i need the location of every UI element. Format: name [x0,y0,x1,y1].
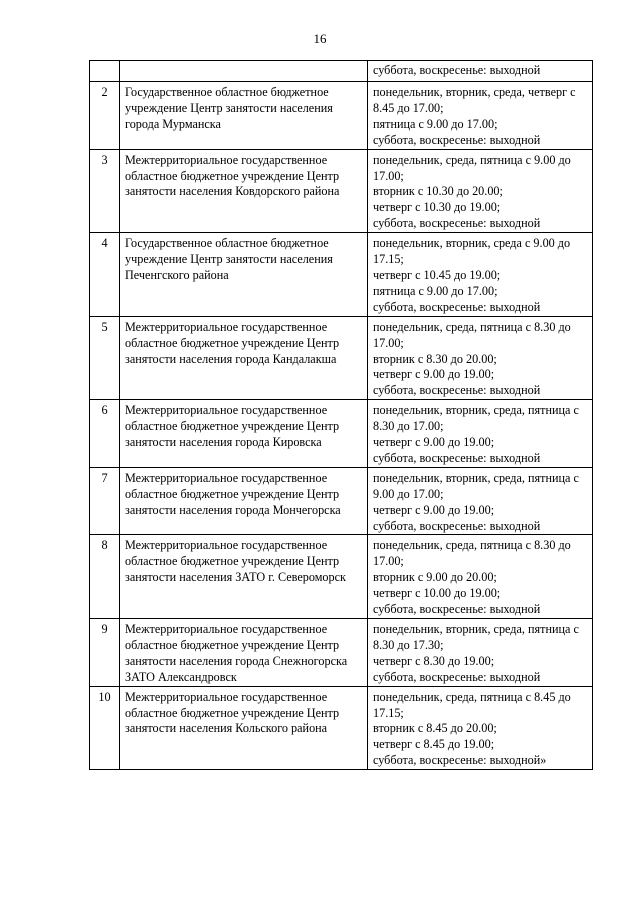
schedule-table-body [90,61,593,770]
row-number: 4 [90,233,120,317]
working-hours-line: вторник с 8.30 до 20.00; [373,351,497,366]
row-number: 3 [90,149,120,233]
page-number: 16 [313,31,327,46]
organization-name: Межтерриториальное государственное областное бюджетное учреждение Центр занятости населения города Кировска [120,400,368,468]
organization-name: Государственное областное бюджетное учреждение Центр занятости населения Печенгского района [120,233,368,317]
working-hours-line: четверг с 10.45 до 19.00; [373,267,501,282]
table-row [90,82,593,150]
row-number: 8 [90,535,120,619]
table-row [90,316,593,400]
row-number: 10 [90,686,120,770]
working-hours [368,619,593,687]
working-hours [368,149,593,233]
row-number: 5 [90,316,120,400]
working-hours-line: понедельник, среда, пятница с 8.30 до 17.00; [373,319,571,350]
working-hours-line: понедельник, среда, пятница с 8.30 до 17.00; [373,538,571,569]
row-number: 2 [90,82,120,150]
row-number: 9 [90,619,120,687]
organization-name: Государственное областное бюджетное учреждение Центр занятости населения города Мурманска [120,82,368,150]
working-hours-line: суббота, воскресенье: выходной [373,669,541,684]
working-hours-line: четверг с 9.00 до 19.00; [373,502,495,517]
working-hours-line: четверг с 9.00 до 19.00; [373,435,495,450]
row-number [90,61,120,82]
working-hours-line: вторник с 10.30 до 20.00; [373,184,503,199]
working-hours-line: суббота, воскресенье: выходной [373,518,541,533]
working-hours-line: четверг с 10.00 до 19.00; [373,586,501,601]
working-hours-line: суббота, воскресенье: выходной [373,63,541,77]
working-hours [368,467,593,535]
table-row [90,233,593,317]
organization-name: Межтерриториальное государственное областное бюджетное учреждение Центр занятости населения ЗАТО г. Североморск [120,535,368,619]
working-hours-line: понедельник, среда, пятница с 9.00 до 17.00; [373,152,571,183]
table-row [90,467,593,535]
organization-name [120,61,368,82]
row-number: 6 [90,400,120,468]
working-hours-line: четверг с 10.30 до 19.00; [373,200,501,215]
working-hours [368,686,593,770]
working-hours-line: суббота, воскресенье: выходной» [373,753,547,768]
organization-name: Межтерриториальное государственное областное бюджетное учреждение Центр занятости населения города Снежногорска ЗАТО Александровск [120,619,368,687]
row-number: 7 [90,467,120,535]
working-hours-line: четверг с 9.00 до 19.00; [373,367,495,382]
working-hours-line: пятница с 9.00 до 17.00; [373,116,498,131]
working-hours [368,535,593,619]
working-hours [368,82,593,150]
organization-name: Межтерриториальное государственное областное бюджетное учреждение Центр занятости населения города Мончегорска [120,467,368,535]
schedule-table [89,60,593,770]
working-hours-line: понедельник, вторник, среда, пятница с 8.30 до 17.00; [373,403,579,434]
table-row [90,686,593,770]
working-hours [368,400,593,468]
working-hours-line: суббота, воскресенье: выходной [373,216,541,231]
working-hours-line: четверг с 8.45 до 19.00; [373,737,495,752]
working-hours [368,61,593,82]
working-hours-line: понедельник, среда, пятница с 8.45 до 17.15; [373,689,571,720]
working-hours-line: понедельник, вторник, среда, четверг с 8.45 до 17.00; [373,85,576,115]
working-hours-line: пятница с 9.00 до 17.00; [373,283,498,298]
working-hours [368,316,593,400]
table-row [90,619,593,687]
working-hours-line: понедельник, вторник, среда, пятница с 9.00 до 17.00; [373,470,579,501]
working-hours-line: понедельник, вторник, среда с 9.00 до 17.15; [373,236,571,267]
working-hours-line: суббота, воскресенье: выходной [373,602,541,617]
working-hours-line: понедельник, вторник, среда, пятница с 8.30 до 17.30; [373,622,579,652]
table-row [90,400,593,468]
working-hours-line: вторник с 8.45 до 20.00; [373,721,497,736]
organization-name: Межтерриториальное государственное областное бюджетное учреждение Центр занятости населения Кольского района [120,686,368,770]
working-hours-line: четверг с 8.30 до 19.00; [373,653,495,668]
organization-name: Межтерриториальное государственное областное бюджетное учреждение Центр занятости населения города Кандалакша [120,316,368,400]
table-row [90,61,593,82]
working-hours-line: суббота, воскресенье: выходной [373,299,541,314]
working-hours-line: вторник с 9.00 до 20.00; [373,570,497,585]
working-hours-line: суббота, воскресенье: выходной [373,450,541,465]
table-row [90,149,593,233]
table-row [90,535,593,619]
working-hours [368,233,593,317]
working-hours-line: суббота, воскресенье: выходной [373,383,541,398]
working-hours-line: суббота, воскресенье: выходной [373,132,541,147]
organization-name: Межтерриториальное государственное областное бюджетное учреждение Центр занятости населения Ковдорского района [120,149,368,233]
